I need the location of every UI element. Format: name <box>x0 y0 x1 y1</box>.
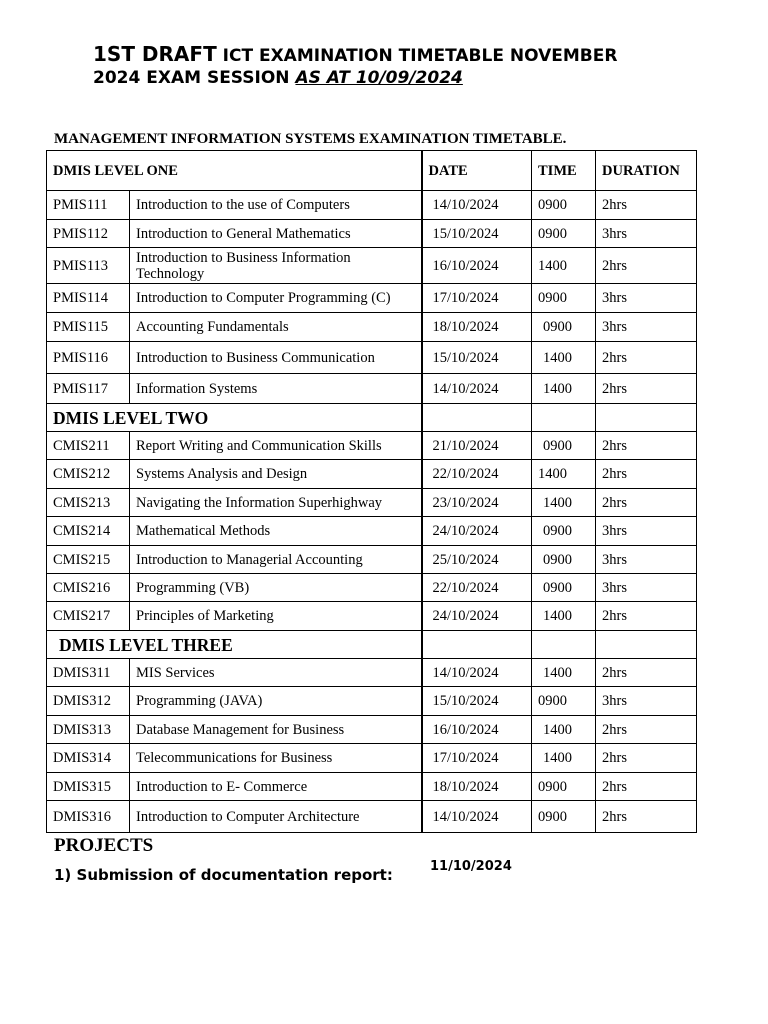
table-row <box>47 659 697 687</box>
course-title: Principles of Marketing <box>130 602 422 631</box>
course-title: Accounting Fundamentals <box>130 313 422 342</box>
projects-item-date: 11/10/2024 <box>430 859 512 874</box>
exam-time: 1400 <box>532 602 596 631</box>
exam-time: 0900 <box>532 801 596 833</box>
exam-duration: 2hrs <box>596 602 697 631</box>
course-title: Mathematical Methods <box>130 517 422 546</box>
exam-date: 14/10/2024 <box>422 659 532 687</box>
course-code: CMIS212 <box>47 460 130 489</box>
exam-date: 18/10/2024 <box>422 313 532 342</box>
course-title: Information Systems <box>130 374 422 404</box>
exam-duration: 2hrs <box>596 659 697 687</box>
level-three-section-row <box>47 631 697 659</box>
exam-duration: 3hrs <box>596 517 697 546</box>
table-row <box>47 313 697 342</box>
exam-time: 0900 <box>532 432 596 460</box>
table-row <box>47 489 697 517</box>
exam-session-label: 2024 EXAM SESSION <box>93 68 290 88</box>
exam-date: 17/10/2024 <box>422 284 532 313</box>
exam-duration: 3hrs <box>596 574 697 602</box>
course-code: DMIS314 <box>47 744 130 773</box>
table-row <box>47 374 697 404</box>
table-row <box>47 248 697 284</box>
course-code: PMIS112 <box>47 220 130 248</box>
projects-heading: PROJECTS <box>54 835 154 856</box>
course-title: Introduction to Business Communication <box>130 342 422 374</box>
exam-duration: 2hrs <box>596 716 697 744</box>
exam-date: 15/10/2024 <box>422 687 532 716</box>
time-column-header: TIME <box>532 151 596 191</box>
course-code: PMIS113 <box>47 248 130 284</box>
table-row <box>47 546 697 574</box>
table-row <box>47 716 697 744</box>
projects-item-label: 1) Submission of documentation report: <box>54 866 393 884</box>
course-code: CMIS211 <box>47 432 130 460</box>
exam-time: 1400 <box>532 744 596 773</box>
as-at-date: AS AT 10/09/2024 <box>295 68 463 88</box>
course-title: Report Writing and Communication Skills <box>130 432 422 460</box>
exam-date: 22/10/2024 <box>422 574 532 602</box>
exam-time: 1400 <box>532 659 596 687</box>
draft-label: 1ST DRAFT <box>93 42 217 66</box>
heading-line-1 <box>93 42 713 68</box>
exam-time: 1400 <box>532 248 596 284</box>
course-code: DMIS313 <box>47 716 130 744</box>
empty-cell <box>596 404 697 432</box>
course-title: Programming (JAVA) <box>130 687 422 716</box>
date-column-header: DATE <box>422 151 532 191</box>
exam-date: 14/10/2024 <box>422 374 532 404</box>
course-title: Introduction to E- Commerce <box>130 773 422 801</box>
exam-date: 24/10/2024 <box>422 602 532 631</box>
exam-date: 14/10/2024 <box>422 191 532 220</box>
exam-date: 16/10/2024 <box>422 248 532 284</box>
table-row <box>47 220 697 248</box>
course-code: CMIS216 <box>47 574 130 602</box>
table-row <box>47 284 697 313</box>
table-row <box>47 574 697 602</box>
table-header-row <box>47 151 697 191</box>
exam-date: 21/10/2024 <box>422 432 532 460</box>
exam-date: 14/10/2024 <box>422 801 532 833</box>
course-code: PMIS115 <box>47 313 130 342</box>
document-heading <box>93 42 713 88</box>
exam-duration: 2hrs <box>596 773 697 801</box>
exam-date: 16/10/2024 <box>422 716 532 744</box>
exam-timetable <box>46 150 697 833</box>
level-two-section-row <box>47 404 697 432</box>
exam-time: 1400 <box>532 342 596 374</box>
table-row <box>47 744 697 773</box>
exam-duration: 2hrs <box>596 374 697 404</box>
exam-date: 15/10/2024 <box>422 220 532 248</box>
exam-duration: 3hrs <box>596 284 697 313</box>
exam-date: 23/10/2024 <box>422 489 532 517</box>
course-title: Introduction to Business Information Technology <box>130 248 422 284</box>
heading-title-part: ICT EXAMINATION TIMETABLE NOVEMBER <box>222 46 618 66</box>
exam-time: 0900 <box>532 574 596 602</box>
exam-duration: 2hrs <box>596 342 697 374</box>
exam-duration: 3hrs <box>596 220 697 248</box>
duration-column-header: DURATION <box>596 151 697 191</box>
heading-line-2 <box>93 68 713 88</box>
course-code: DMIS312 <box>47 687 130 716</box>
exam-date: 25/10/2024 <box>422 546 532 574</box>
course-code: CMIS214 <box>47 517 130 546</box>
course-code: CMIS213 <box>47 489 130 517</box>
exam-time: 0900 <box>532 284 596 313</box>
table-row <box>47 773 697 801</box>
exam-duration: 2hrs <box>596 460 697 489</box>
exam-duration: 2hrs <box>596 489 697 517</box>
exam-duration: 2hrs <box>596 744 697 773</box>
course-title: Systems Analysis and Design <box>130 460 422 489</box>
exam-duration: 3hrs <box>596 546 697 574</box>
course-title: Introduction to the use of Computers <box>130 191 422 220</box>
level-two-section-label: DMIS LEVEL TWO <box>47 404 422 432</box>
exam-time: 1400 <box>532 489 596 517</box>
table-row <box>47 801 697 833</box>
empty-cell <box>532 631 596 659</box>
exam-date: 15/10/2024 <box>422 342 532 374</box>
exam-time: 0900 <box>532 220 596 248</box>
course-title: Database Management for Business <box>130 716 422 744</box>
course-title: Introduction to Computer Architecture <box>130 801 422 833</box>
exam-time: 0900 <box>532 517 596 546</box>
exam-date: 18/10/2024 <box>422 773 532 801</box>
table-row <box>47 460 697 489</box>
level-three-section-label: DMIS LEVEL THREE <box>47 631 422 659</box>
exam-duration: 3hrs <box>596 313 697 342</box>
exam-time: 0900 <box>532 546 596 574</box>
exam-time: 1400 <box>532 460 596 489</box>
course-title: Programming (VB) <box>130 574 422 602</box>
empty-cell <box>422 404 532 432</box>
course-code: DMIS315 <box>47 773 130 801</box>
timetable-subtitle: MANAGEMENT INFORMATION SYSTEMS EXAMINATION TIMETABLE. <box>54 131 567 147</box>
course-title: Introduction to Managerial Accounting <box>130 546 422 574</box>
course-title: Introduction to General Mathematics <box>130 220 422 248</box>
course-code: DMIS311 <box>47 659 130 687</box>
exam-date: 17/10/2024 <box>422 744 532 773</box>
course-code: PMIS117 <box>47 374 130 404</box>
table-row <box>47 517 697 546</box>
empty-cell <box>596 631 697 659</box>
exam-duration: 2hrs <box>596 432 697 460</box>
course-title: Telecommunications for Business <box>130 744 422 773</box>
exam-date: 24/10/2024 <box>422 517 532 546</box>
course-title: Navigating the Information Superhighway <box>130 489 422 517</box>
course-code: PMIS116 <box>47 342 130 374</box>
exam-duration: 2hrs <box>596 248 697 284</box>
exam-time: 0900 <box>532 191 596 220</box>
exam-time: 0900 <box>532 773 596 801</box>
course-code: CMIS217 <box>47 602 130 631</box>
table-row <box>47 432 697 460</box>
exam-duration: 2hrs <box>596 801 697 833</box>
table-row <box>47 602 697 631</box>
empty-cell <box>532 404 596 432</box>
exam-duration: 2hrs <box>596 191 697 220</box>
exam-time: 0900 <box>532 313 596 342</box>
exam-time: 1400 <box>532 374 596 404</box>
exam-duration: 3hrs <box>596 687 697 716</box>
course-code: PMIS114 <box>47 284 130 313</box>
exam-date: 22/10/2024 <box>422 460 532 489</box>
table-row <box>47 191 697 220</box>
exam-time: 0900 <box>532 687 596 716</box>
exam-time: 1400 <box>532 716 596 744</box>
course-title: Introduction to Computer Programming (C) <box>130 284 422 313</box>
course-code: CMIS215 <box>47 546 130 574</box>
table-row <box>47 687 697 716</box>
level-one-header: DMIS LEVEL ONE <box>47 151 422 191</box>
empty-cell <box>422 631 532 659</box>
course-code: DMIS316 <box>47 801 130 833</box>
table-row <box>47 342 697 374</box>
course-code: PMIS111 <box>47 191 130 220</box>
course-title: MIS Services <box>130 659 422 687</box>
